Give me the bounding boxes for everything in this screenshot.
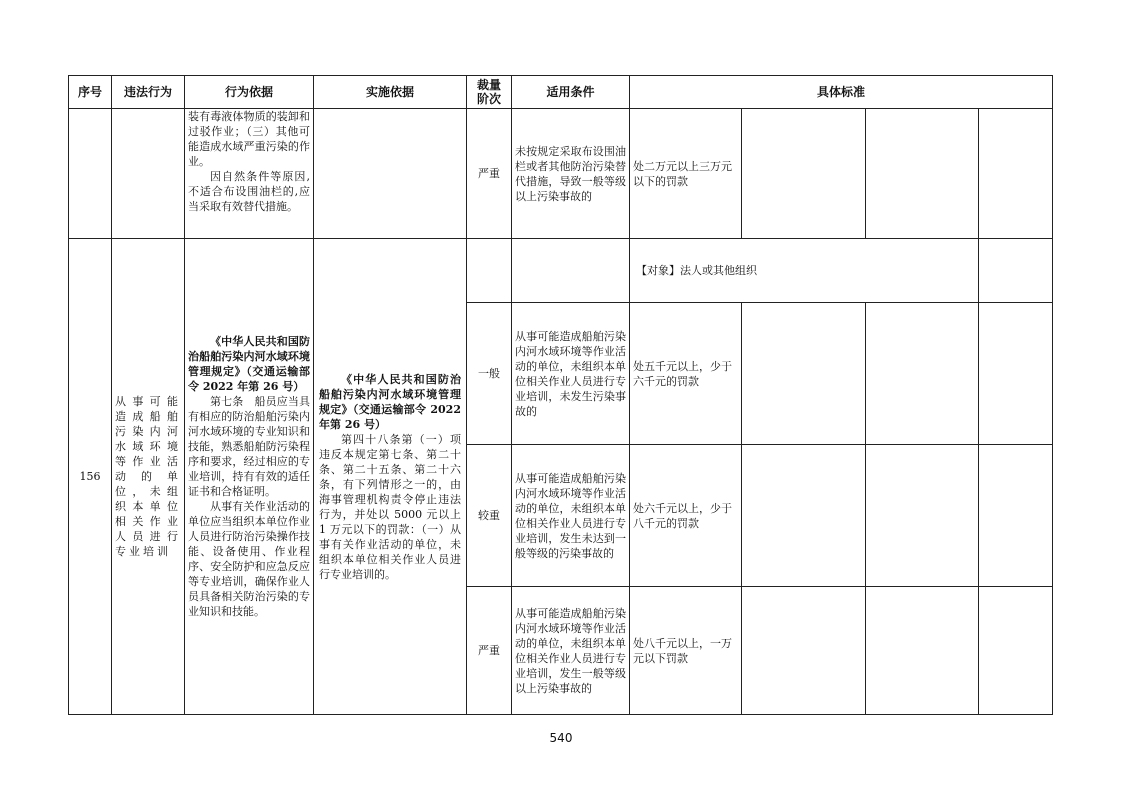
header-level [467, 76, 512, 109]
cont-behavior [112, 109, 185, 239]
cont-condition: 未按规定采取布设围油栏或者其他防治污染替代措施，导致一般等级以上污染事故的 [512, 109, 630, 239]
level-1-blank-2 [866, 303, 979, 445]
header-row [69, 76, 1053, 109]
level-2-standard: 处六千元以上，少于八千元的罚款 [630, 445, 742, 587]
item-basis-line-1: 第七条 船员应当具有相应的防治船舶污染内河水域环境的专业知识和技能，熟悉船舶防污染程序和要求，经过相应的专业培训，持有有效的适任证书和合格证明。 [188, 395, 310, 498]
header-standard: 具体标准 [630, 76, 1053, 109]
item-basis-title: 《中华人民共和国防治船舶污染内河水域环境管理规定》（交通运输部令 2022 年第 26 号） [188, 335, 310, 393]
level-3-blank-2 [866, 587, 979, 715]
level-2-blank-1 [742, 445, 866, 587]
object-condition-blank [512, 239, 630, 303]
level-1-blank-1 [742, 303, 866, 445]
header-seq: 序号 [69, 76, 112, 109]
item-seq: 156 [69, 239, 112, 715]
header-condition: 适用条件 [512, 76, 630, 109]
level-3-blank-3 [979, 587, 1053, 715]
level-1-blank-3 [979, 303, 1053, 445]
cont-standard-blank-1 [742, 109, 866, 239]
object-blank [979, 239, 1053, 303]
item-basis-line-2: 从事有关作业活动的单位应当组织本单位作业人员进行防治污染操作技能、设备使用、作业程序、安全防护和应急反应等专业培训，确保作业人员具备相关防治污染的专业知识和技能。 [188, 500, 310, 618]
header-behavior: 违法行为 [112, 76, 185, 109]
cont-basis-line-2: 因自然条件等原因,不适合布设围油栏的,应当采取有效替代措施。 [188, 170, 310, 213]
level-2-blank-3 [979, 445, 1053, 587]
header-level-line2: 阶次 [476, 92, 501, 106]
page-number: 540 [549, 731, 573, 745]
object-level-blank [467, 239, 512, 303]
cont-standard: 处二万元以上三万元以下的罚款 [630, 109, 742, 239]
cont-basis-line-1: 装有毒液体物质的装卸和过驳作业；（三）其他可能造成水域严重污染的作业。 [188, 110, 310, 168]
item-basis [185, 239, 314, 715]
cont-standard-blank-2 [866, 109, 979, 239]
level-2-condition: 从事可能造成船舶污染内河水域环境等作业活动的单位，未组织本单位相关作业人员进行专业培训，发生未达到一般等级的污染事故的 [512, 445, 630, 587]
cont-impl [314, 109, 467, 239]
level-3-standard: 处八千元以上，一万元以下罚款 [630, 587, 742, 715]
header-impl: 实施依据 [314, 76, 467, 109]
item-behavior: 从事可能造成船舶污染内河水域环境等作业活动的单位，未组织本单位相关作业人员进行专业培训 [112, 239, 185, 715]
level-3-blank-1 [742, 587, 866, 715]
level-2-name: 较重 [467, 445, 512, 587]
header-basis: 行为依据 [185, 76, 314, 109]
item-impl-title: 《中华人民共和国防治船舶污染内河水域环境管理规定》（交通运输部令 2022 年第 26 号） [319, 372, 461, 431]
level-1-condition: 从事可能造成船舶污染内河水域环境等作业活动的单位，未组织本单位相关作业人员进行专业培训，未发生污染事故的 [512, 303, 630, 445]
cont-seq [69, 109, 112, 239]
object-label: 【对象】法人或其他组织 [630, 239, 979, 303]
cont-standard-blank-3 [979, 109, 1053, 239]
level-3-name: 严重 [467, 587, 512, 715]
level-2-blank-2 [866, 445, 979, 587]
object-row [69, 239, 1053, 303]
penalty-standards-table [68, 75, 1053, 715]
continued-row [69, 109, 1053, 239]
header-level-line1: 裁量 [476, 78, 501, 92]
level-1-standard: 处五千元以上，少于六千元的罚款 [630, 303, 742, 445]
cont-level: 严重 [467, 109, 512, 239]
level-3-condition: 从事可能造成船舶污染内河水域环境等作业活动的单位，未组织本单位相关作业人员进行专业培训，发生一般等级以上污染事故的 [512, 587, 630, 715]
item-impl [314, 239, 467, 715]
item-impl-text: 第四十八条第（一）项违反本规定第七条、第二十条、第二十五条、第二十六条，有下列情形之一的，由海事管理机构责令停止违法行为，并处以 5000 元以上 1 万元以下的罚款：（一）从事有关作业活动的单位，未组织本单位相关作业人员进行专业培训的。 [319, 432, 461, 581]
level-1-name: 一般 [467, 303, 512, 445]
cont-basis [185, 109, 314, 239]
